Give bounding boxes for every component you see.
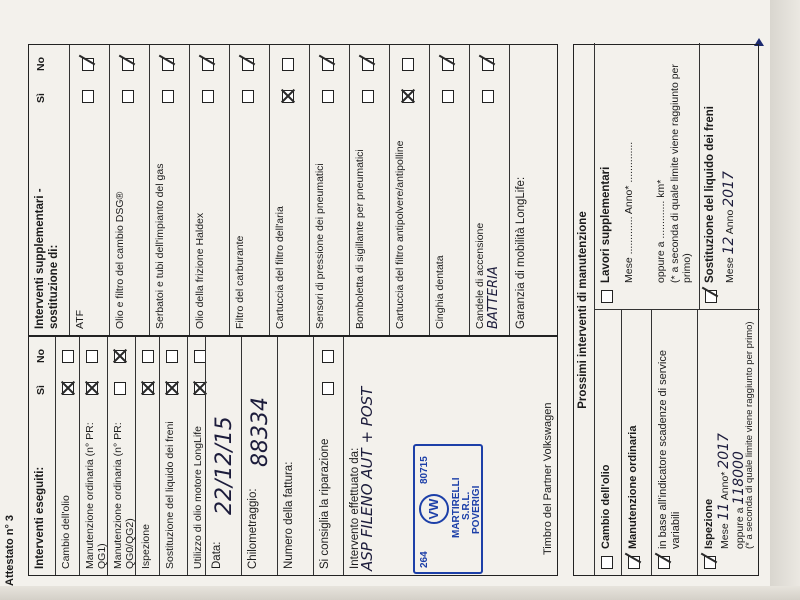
no-checkbox[interactable] — [62, 350, 74, 363]
row-label: Olio e filtro del cambio DSG® — [114, 191, 126, 329]
table-row — [69, 45, 109, 335]
row-label: Cambio dell'olio — [60, 495, 72, 569]
row-label: Olio della frizione Haldex — [194, 212, 206, 329]
document-title: Attestato n° 3 — [4, 514, 16, 586]
repair-row — [313, 337, 343, 575]
next-checkbox[interactable] — [704, 556, 716, 569]
repair-si-checkbox[interactable] — [322, 382, 334, 395]
table-row — [189, 45, 229, 335]
dealer-stamp — [413, 444, 483, 574]
repair-no-checkbox[interactable] — [322, 350, 334, 363]
row-label: Bomboletta di sigillante per pneumatici — [354, 149, 366, 329]
col-no: No — [35, 57, 47, 71]
page-edge — [0, 586, 800, 600]
candele-note: BATTERIA — [486, 266, 501, 329]
ispezione-km-value: 118000 — [731, 451, 747, 505]
no-checkbox[interactable] — [442, 58, 454, 71]
next-right-col — [594, 43, 760, 309]
freni-anno-value: 2017 — [721, 171, 737, 207]
prossimi-interventi-table — [573, 44, 759, 576]
ispezione-date-line — [716, 433, 732, 549]
next-item-label: Manutenzione ordinaria — [627, 425, 639, 549]
lavori-cell — [595, 43, 700, 309]
row-label: Filtro del carburante — [234, 235, 246, 329]
next-item — [621, 310, 651, 575]
table-header — [29, 337, 55, 575]
freni-label: Sostituzione del liquido dei freni — [704, 106, 716, 283]
km-label: Chilometraggio: — [247, 488, 259, 569]
next-title: Prossimi interventi di manutenzione — [577, 211, 589, 409]
no-checkbox[interactable] — [162, 58, 174, 71]
row-label: Ispezione — [140, 524, 152, 569]
table-row — [149, 45, 189, 335]
freni-anno-label: Anno — [724, 209, 736, 235]
stamp-city: POVERIGI — [471, 485, 482, 534]
no-checkbox[interactable] — [166, 350, 178, 363]
table-row — [429, 45, 469, 335]
next-item — [595, 310, 621, 575]
stamp-caption: Timbro del Partner Volkswagen — [542, 402, 554, 555]
ispezione-anno-value: 2017 — [716, 433, 732, 469]
row-label: Manutenzione ordinaria (n° PR: QG1) — [84, 422, 108, 569]
next-item-label: Cambio dell'olio — [600, 464, 612, 549]
lavori-mese: Mese ............. Anno* .............. — [623, 141, 635, 283]
no-checkbox[interactable] — [142, 350, 154, 363]
date-label: Data: — [211, 541, 223, 569]
next-item — [697, 310, 761, 575]
performed-by-value: ASP FILENO AUT + POST — [358, 386, 376, 571]
stamp-code: 264 — [419, 551, 430, 568]
si-checkbox[interactable] — [114, 382, 126, 395]
row-label: Candele di accensione — [474, 222, 486, 329]
table-row — [55, 337, 79, 575]
si-checkbox[interactable] — [442, 90, 454, 103]
lavori-km: oppure a ............. km* — [655, 179, 667, 283]
stamp-number: 80715 — [419, 456, 430, 484]
freni-mese-label: Mese — [724, 257, 736, 283]
invoice-row — [277, 337, 313, 575]
next-checkbox[interactable] — [628, 556, 640, 569]
next-item-label: Ispezione — [703, 498, 715, 549]
date-value: 22/12/15 — [212, 416, 237, 515]
no-checkbox[interactable] — [282, 58, 294, 71]
si-checkbox[interactable] — [402, 90, 414, 103]
si-checkbox[interactable] — [242, 90, 254, 103]
no-checkbox[interactable] — [482, 58, 494, 71]
no-checkbox[interactable] — [202, 58, 214, 71]
ispezione-note: (* a seconda di quale limite viene raggiunto per primo) — [744, 321, 755, 549]
header-label: Interventi supplementari - sostituzione di: — [34, 188, 60, 329]
table-row — [269, 45, 309, 335]
row-label: ATF — [74, 309, 86, 329]
no-checkbox[interactable] — [402, 58, 414, 71]
table-row — [349, 45, 389, 335]
row-label: Utilizzo di olio motore LongLife — [192, 426, 204, 569]
no-checkbox[interactable] — [114, 350, 126, 363]
row-label: Sensori di pressione dei pneumatici — [314, 163, 326, 329]
si-checkbox[interactable] — [122, 90, 134, 103]
si-checkbox[interactable] — [162, 90, 174, 103]
next-left-col — [594, 309, 760, 575]
row-label: Sostituzione del liquido dei freni — [164, 421, 176, 569]
si-checkbox[interactable] — [166, 382, 178, 395]
si-checkbox[interactable] — [322, 90, 334, 103]
date-row — [205, 337, 241, 575]
table-row — [229, 45, 269, 335]
service-sheet — [4, 28, 763, 588]
no-checkbox[interactable] — [86, 350, 98, 363]
si-checkbox[interactable] — [82, 90, 94, 103]
table-row — [107, 337, 135, 575]
km-row — [241, 337, 277, 575]
row-label: Cinghia dentata — [434, 255, 446, 329]
freni-checkbox[interactable] — [705, 290, 717, 303]
table-row — [159, 337, 187, 575]
ispezione-anno-label: Anno* — [719, 468, 731, 503]
si-checkbox[interactable] — [62, 382, 74, 395]
stamp-dealer: MARTIRELLI — [451, 477, 462, 538]
lavori-checkbox[interactable] — [601, 290, 613, 303]
repair-label: Si consiglia la riparazione — [319, 438, 331, 569]
lavori-note: (* a seconda di quale limite viene raggiunto per primo) — [669, 64, 693, 283]
header-label: Interventi eseguiti: — [34, 466, 46, 569]
si-checkbox[interactable] — [142, 382, 154, 395]
si-checkbox[interactable] — [482, 90, 494, 103]
table-row — [135, 337, 159, 575]
table-header — [29, 45, 69, 335]
next-title-row — [574, 45, 594, 575]
table-row — [309, 45, 349, 335]
longlife-row — [509, 45, 559, 335]
ispezione-mese-value: 11 — [716, 502, 732, 521]
no-checkbox[interactable] — [82, 58, 94, 71]
no-checkbox[interactable] — [322, 58, 334, 71]
table-row — [389, 45, 429, 335]
next-checkbox[interactable] — [601, 556, 613, 569]
no-checkbox[interactable] — [362, 58, 374, 71]
next-item-label: in base all'indicatore scadenze di service variabili — [657, 350, 682, 549]
col-no: No — [35, 349, 47, 363]
next-checkbox[interactable] — [658, 556, 670, 569]
table-row — [79, 337, 107, 575]
vw-logo-icon: VW — [419, 494, 449, 524]
table-row — [469, 45, 509, 335]
si-checkbox[interactable] — [202, 90, 214, 103]
row-label: Serbatoi e tubi dell'impianto del gas — [154, 163, 166, 329]
row-label: Manutenzione ordinaria (n° PR: QG0/QG2) — [112, 422, 136, 569]
stamp-company: S.R.L. — [461, 491, 472, 520]
interventi-supplementari-table — [28, 44, 558, 336]
si-checkbox[interactable] — [282, 90, 294, 103]
si-checkbox[interactable] — [86, 382, 98, 395]
row-label: Cartuccia del filtro dell'aria — [274, 206, 286, 329]
ispezione-mese-label: Mese — [719, 520, 731, 549]
next-item — [651, 310, 697, 575]
freni-mese-value: 12 — [721, 236, 737, 255]
freni-date-line — [721, 171, 737, 283]
si-checkbox[interactable] — [362, 90, 374, 103]
freni-cell — [699, 43, 761, 309]
col-si: Sì — [35, 385, 47, 395]
performed-by-label: Intervento effettuato da: — [349, 447, 361, 569]
ispezione-km-label: oppure a — [734, 504, 746, 549]
lavori-label: Lavori supplementari — [600, 166, 612, 283]
col-si: Sì — [35, 93, 47, 103]
no-checkbox[interactable] — [122, 58, 134, 71]
invoice-label: Numero della fattura: — [283, 461, 295, 569]
no-checkbox[interactable] — [242, 58, 254, 71]
table-row — [109, 45, 149, 335]
longlife-label: Garanzia di mobilità LongLife: — [515, 176, 527, 329]
km-value: 88334 — [248, 397, 273, 467]
row-label: Cartuccia del filtro antipolvere/antipolline — [394, 140, 406, 329]
page-shadow — [770, 0, 800, 600]
